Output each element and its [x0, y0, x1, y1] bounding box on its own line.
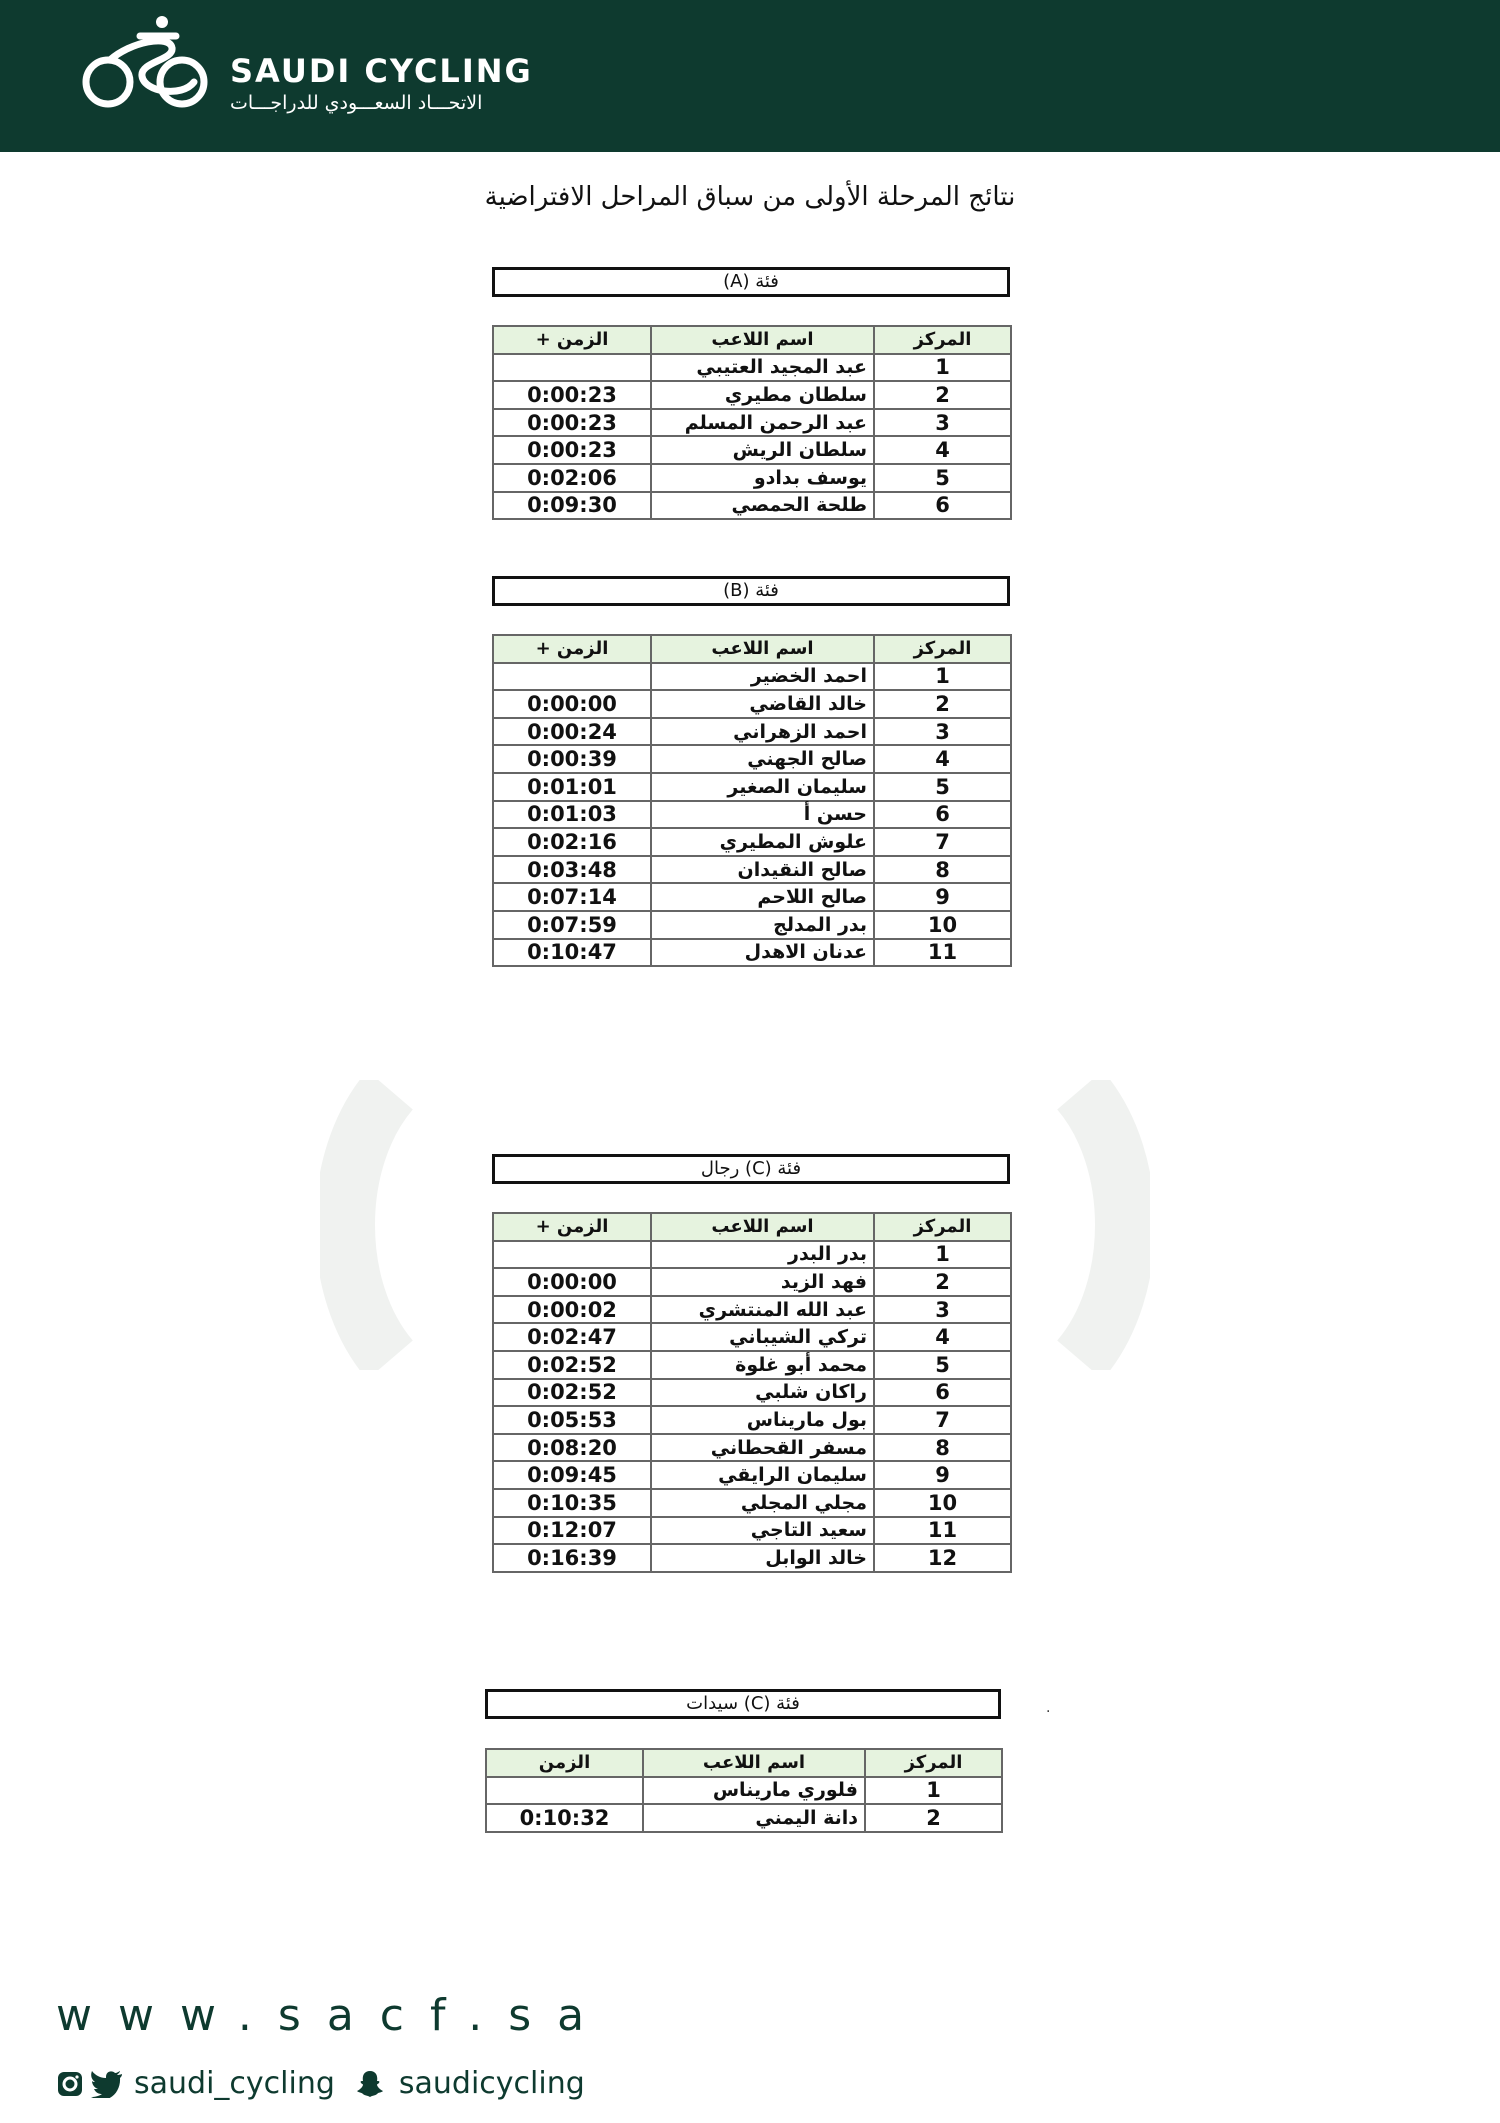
name-cell: عبد المجيد العتيبي [651, 354, 874, 382]
rank-cell: 6 [874, 492, 1011, 520]
rank-cell: 8 [874, 856, 1011, 884]
rank-cell: 9 [874, 883, 1011, 911]
rank-header: المركز [874, 1213, 1011, 1241]
time-cell: 0:09:30 [493, 492, 651, 520]
time-cell: 0:00:02 [493, 1296, 651, 1324]
name-cell: احمد الخضير [651, 663, 874, 691]
category-c-men-label: فئة (C) رجال [492, 1154, 1010, 1184]
table-row [493, 1544, 1011, 1572]
rank-cell: 12 [874, 1544, 1011, 1572]
rank-cell: 2 [874, 690, 1011, 718]
table-row [493, 381, 1011, 409]
rank-cell: 1 [874, 354, 1011, 382]
name-cell: سلطان مطيري [651, 381, 874, 409]
time-header: الزمن + [493, 1213, 651, 1241]
table-row [493, 409, 1011, 437]
table-row [493, 1379, 1011, 1407]
time-cell [493, 354, 651, 382]
category-a-label: فئة (A) [492, 267, 1010, 297]
rank-cell: 5 [874, 773, 1011, 801]
table-row [493, 464, 1011, 492]
name-cell: مسفر القحطاني [651, 1434, 874, 1462]
rank-cell: 6 [874, 801, 1011, 829]
rank-cell: 10 [874, 911, 1011, 939]
name-cell: طلحة الحمصي [651, 492, 874, 520]
rank-cell: 6 [874, 1379, 1011, 1407]
name-cell: سليمان الصغير [651, 773, 874, 801]
rank-cell: 7 [874, 828, 1011, 856]
rank-cell: 1 [874, 1241, 1011, 1269]
table-row [493, 911, 1011, 939]
table-row [493, 1351, 1011, 1379]
table-row [493, 436, 1011, 464]
table-row [493, 1434, 1011, 1462]
snapchat-icon[interactable] [355, 2069, 385, 2099]
results-table [485, 1748, 1003, 1833]
table-row [493, 883, 1011, 911]
results-table [492, 1212, 1012, 1573]
time-cell: 0:00:39 [493, 745, 651, 773]
rank-cell: 4 [874, 745, 1011, 773]
name-cell: علوش المطيري [651, 828, 874, 856]
name-header: اسم اللاعب [651, 1213, 874, 1241]
table-row [493, 690, 1011, 718]
name-cell: بول ماريناس [651, 1406, 874, 1434]
name-cell: صالح النقيدان [651, 856, 874, 884]
time-cell: 0:10:35 [493, 1489, 651, 1517]
time-cell: 0:10:32 [486, 1804, 643, 1832]
time-cell: 0:02:52 [493, 1379, 651, 1407]
time-cell: 0:08:20 [493, 1434, 651, 1462]
table-row [493, 1268, 1011, 1296]
name-cell: سليمان الرايقي [651, 1461, 874, 1489]
rank-cell: 11 [874, 1517, 1011, 1545]
name-cell: حسن أ [651, 801, 874, 829]
header-bar [0, 0, 1500, 152]
time-cell: 0:07:14 [493, 883, 651, 911]
table-row [493, 1296, 1011, 1324]
table-row [493, 939, 1011, 967]
name-cell: سعيد التاجي [651, 1517, 874, 1545]
table-row [493, 354, 1011, 382]
cycling-logo-icon [80, 12, 220, 122]
table-header-row [493, 635, 1011, 663]
name-cell: خالد الوابل [651, 1544, 874, 1572]
time-cell: 0:00:23 [493, 436, 651, 464]
name-cell: بدر المدلج [651, 911, 874, 939]
name-cell: عبد الرحمن المسلم [651, 409, 874, 437]
time-cell: 0:09:45 [493, 1461, 651, 1489]
social-row [56, 2066, 585, 2101]
name-cell: خالد القاضي [651, 690, 874, 718]
name-header: اسم اللاعب [651, 326, 874, 354]
stray-dot: . [1046, 1700, 1051, 1716]
category-c-women-label: فئة (C) سيدات [485, 1689, 1001, 1719]
table-row [493, 773, 1011, 801]
time-cell: 0:01:01 [493, 773, 651, 801]
rank-cell: 4 [874, 436, 1011, 464]
name-cell: محمد أبو غلوة [651, 1351, 874, 1379]
twitter-instagram-handle[interactable]: saudi_cycling [134, 2066, 335, 2101]
rank-cell: 9 [874, 1461, 1011, 1489]
time-header: الزمن + [493, 326, 651, 354]
name-cell: فلوري ماريناس [643, 1777, 865, 1805]
rank-cell: 1 [874, 663, 1011, 691]
brand-name-en: SAUDI CYCLING [230, 52, 533, 90]
time-cell: 0:02:47 [493, 1323, 651, 1351]
table-row [493, 856, 1011, 884]
rank-cell: 7 [874, 1406, 1011, 1434]
brand-name-ar: الاتحـــاد السعـــودي للدراجـــات [230, 92, 483, 114]
table-row [493, 1517, 1011, 1545]
name-cell: عدنان الاهدل [651, 939, 874, 967]
name-cell: صالح اللاحم [651, 883, 874, 911]
rank-header: المركز [874, 635, 1011, 663]
results-table [492, 325, 1012, 520]
rank-cell: 2 [874, 1268, 1011, 1296]
time-cell: 0:00:24 [493, 718, 651, 746]
rank-cell: 5 [874, 464, 1011, 492]
rank-cell: 3 [874, 409, 1011, 437]
table-row [493, 1323, 1011, 1351]
time-cell [493, 663, 651, 691]
name-cell: دانة اليمني [643, 1804, 865, 1832]
table-row [493, 492, 1011, 520]
name-header: اسم اللاعب [651, 635, 874, 663]
table-header-row [493, 1213, 1011, 1241]
time-cell: 0:03:48 [493, 856, 651, 884]
time-cell: 0:00:00 [493, 690, 651, 718]
table-row [493, 1461, 1011, 1489]
rank-cell: 11 [874, 939, 1011, 967]
name-header: اسم اللاعب [643, 1749, 865, 1777]
table-row [486, 1804, 1002, 1832]
name-cell: فهد الزيد [651, 1268, 874, 1296]
table-row [493, 718, 1011, 746]
name-cell: راكان شلبي [651, 1379, 874, 1407]
rank-cell: 3 [874, 718, 1011, 746]
rank-cell: 3 [874, 1296, 1011, 1324]
table-row [493, 1489, 1011, 1517]
rank-cell: 1 [865, 1777, 1002, 1805]
category-b-label: فئة (B) [492, 576, 1010, 606]
table-header-row [493, 326, 1011, 354]
rank-header: المركز [865, 1749, 1002, 1777]
time-cell: 0:02:52 [493, 1351, 651, 1379]
name-cell: مجلي المجلي [651, 1489, 874, 1517]
rank-header: المركز [874, 326, 1011, 354]
rank-cell: 2 [865, 1804, 1002, 1832]
page-title: نتائج المرحلة الأولى من سباق المراحل الافتراضية [484, 182, 1016, 212]
time-header: الزمن [486, 1749, 643, 1777]
name-cell: بدر البدر [651, 1241, 874, 1269]
table-header-row [486, 1749, 1002, 1777]
name-cell: صالح الجهني [651, 745, 874, 773]
table-row [493, 1241, 1011, 1269]
time-cell: 0:10:47 [493, 939, 651, 967]
time-cell: 0:07:59 [493, 911, 651, 939]
rank-cell: 2 [874, 381, 1011, 409]
name-cell: احمد الزهراني [651, 718, 874, 746]
rank-cell: 8 [874, 1434, 1011, 1462]
snapchat-handle[interactable]: saudicycling [398, 2066, 585, 2101]
rank-cell: 10 [874, 1489, 1011, 1517]
time-cell: 0:00:23 [493, 409, 651, 437]
time-cell [486, 1777, 643, 1805]
name-cell: يوسف بدادو [651, 464, 874, 492]
name-cell: تركي الشيباني [651, 1323, 874, 1351]
time-cell: 0:00:00 [493, 1268, 651, 1296]
table-row [493, 1406, 1011, 1434]
instagram-icon[interactable] [56, 2070, 84, 2098]
table-row [493, 828, 1011, 856]
rank-cell: 5 [874, 1351, 1011, 1379]
time-cell: 0:00:23 [493, 381, 651, 409]
results-table [492, 634, 1012, 967]
time-cell: 0:16:39 [493, 1544, 651, 1572]
time-header: الزمن + [493, 635, 651, 663]
time-cell [493, 1241, 651, 1269]
time-cell: 0:02:16 [493, 828, 651, 856]
twitter-icon[interactable] [90, 2070, 124, 2098]
table-row [493, 745, 1011, 773]
table-row [493, 663, 1011, 691]
time-cell: 0:02:06 [493, 464, 651, 492]
time-cell: 0:05:53 [493, 1406, 651, 1434]
time-cell: 0:01:03 [493, 801, 651, 829]
name-cell: سلطان الريش [651, 436, 874, 464]
time-cell: 0:12:07 [493, 1517, 651, 1545]
rank-cell: 4 [874, 1323, 1011, 1351]
table-row [486, 1777, 1002, 1805]
table-row [493, 801, 1011, 829]
name-cell: عبد الله المنتشري [651, 1296, 874, 1324]
website-url[interactable]: www.sacf.sa [56, 1990, 611, 2041]
